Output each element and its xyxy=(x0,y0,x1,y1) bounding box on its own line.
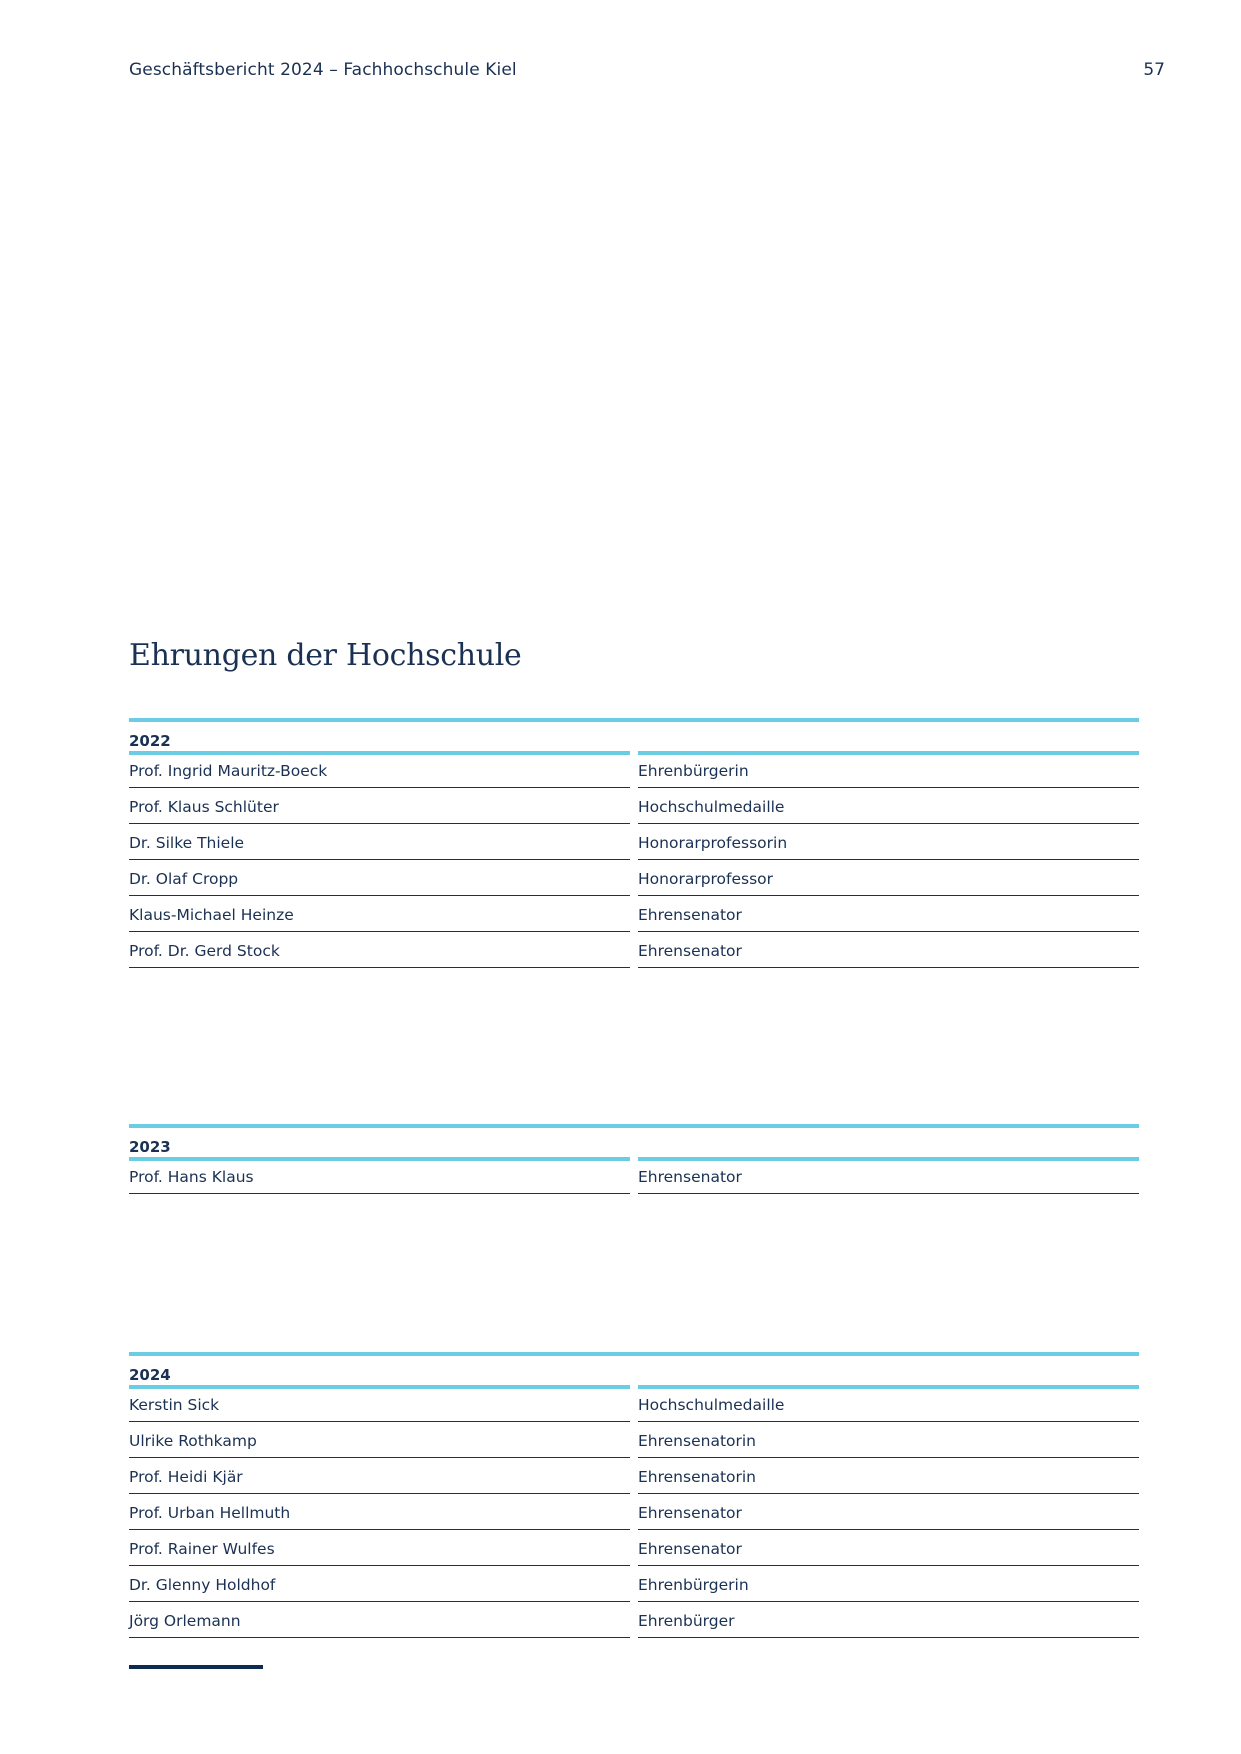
recipient-name: Prof. Heidi Kjär xyxy=(129,1458,630,1494)
recipient-name: Prof. Ingrid Mauritz-Boeck xyxy=(129,751,630,788)
honor-title: Ehrensenatorin xyxy=(638,1458,1139,1494)
honor-title: Honorarprofessorin xyxy=(638,824,1139,860)
table-row xyxy=(129,1458,1139,1494)
recipient-name: Prof. Rainer Wulfes xyxy=(129,1530,630,1566)
page-number: 57 xyxy=(1143,60,1165,80)
honor-title: Ehrensenator xyxy=(638,1530,1139,1566)
table-row xyxy=(129,751,1139,788)
table-row xyxy=(129,860,1139,896)
recipient-name: Dr. Glenny Holdhof xyxy=(129,1566,630,1602)
recipient-name: Kerstin Sick xyxy=(129,1385,630,1422)
honor-title: Ehrensenatorin xyxy=(638,1422,1139,1458)
table-row xyxy=(129,824,1139,860)
recipient-name: Dr. Silke Thiele xyxy=(129,824,630,860)
recipient-name: Jörg Orlemann xyxy=(129,1602,630,1638)
section-year: 2023 xyxy=(129,1124,1139,1157)
section-year: 2024 xyxy=(129,1352,1139,1385)
table-row xyxy=(129,1530,1139,1566)
table-row xyxy=(129,1494,1139,1530)
honor-title: Ehrensenator xyxy=(638,896,1139,932)
section-year: 2022 xyxy=(129,718,1139,751)
recipient-name: Prof. Klaus Schlüter xyxy=(129,788,630,824)
table-row xyxy=(129,1566,1139,1602)
table-row xyxy=(129,1602,1139,1638)
running-head: Geschäftsbericht 2024 – Fachhochschule Kiel xyxy=(129,60,517,80)
honor-title: Ehrenbürgerin xyxy=(638,751,1139,788)
honor-title: Ehrensenator xyxy=(638,1157,1139,1194)
recipient-name: Prof. Dr. Gerd Stock xyxy=(129,932,630,968)
honors-section-2023 xyxy=(129,1124,1139,1194)
recipient-name: Ulrike Rothkamp xyxy=(129,1422,630,1458)
page-title: Ehrungen der Hochschule xyxy=(129,638,522,673)
honor-title: Honorarprofessor xyxy=(638,860,1139,896)
honor-title: Hochschulmedaille xyxy=(638,788,1139,824)
recipient-name: Klaus-Michael Heinze xyxy=(129,896,630,932)
table-row xyxy=(129,1157,1139,1194)
honors-section-2024 xyxy=(129,1352,1139,1638)
table-row xyxy=(129,896,1139,932)
honor-title: Hochschulmedaille xyxy=(638,1385,1139,1422)
table-row xyxy=(129,1385,1139,1422)
honor-title: Ehrenbürger xyxy=(638,1602,1139,1638)
honors-section-2022 xyxy=(129,718,1139,968)
honor-title: Ehrenbürgerin xyxy=(638,1566,1139,1602)
table-row xyxy=(129,932,1139,968)
table-row xyxy=(129,1422,1139,1458)
recipient-name: Prof. Hans Klaus xyxy=(129,1157,630,1194)
table-row xyxy=(129,788,1139,824)
closing-rule xyxy=(129,1665,263,1669)
recipient-name: Prof. Urban Hellmuth xyxy=(129,1494,630,1530)
honor-title: Ehrensenator xyxy=(638,932,1139,968)
recipient-name: Dr. Olaf Cropp xyxy=(129,860,630,896)
honor-title: Ehrensenator xyxy=(638,1494,1139,1530)
